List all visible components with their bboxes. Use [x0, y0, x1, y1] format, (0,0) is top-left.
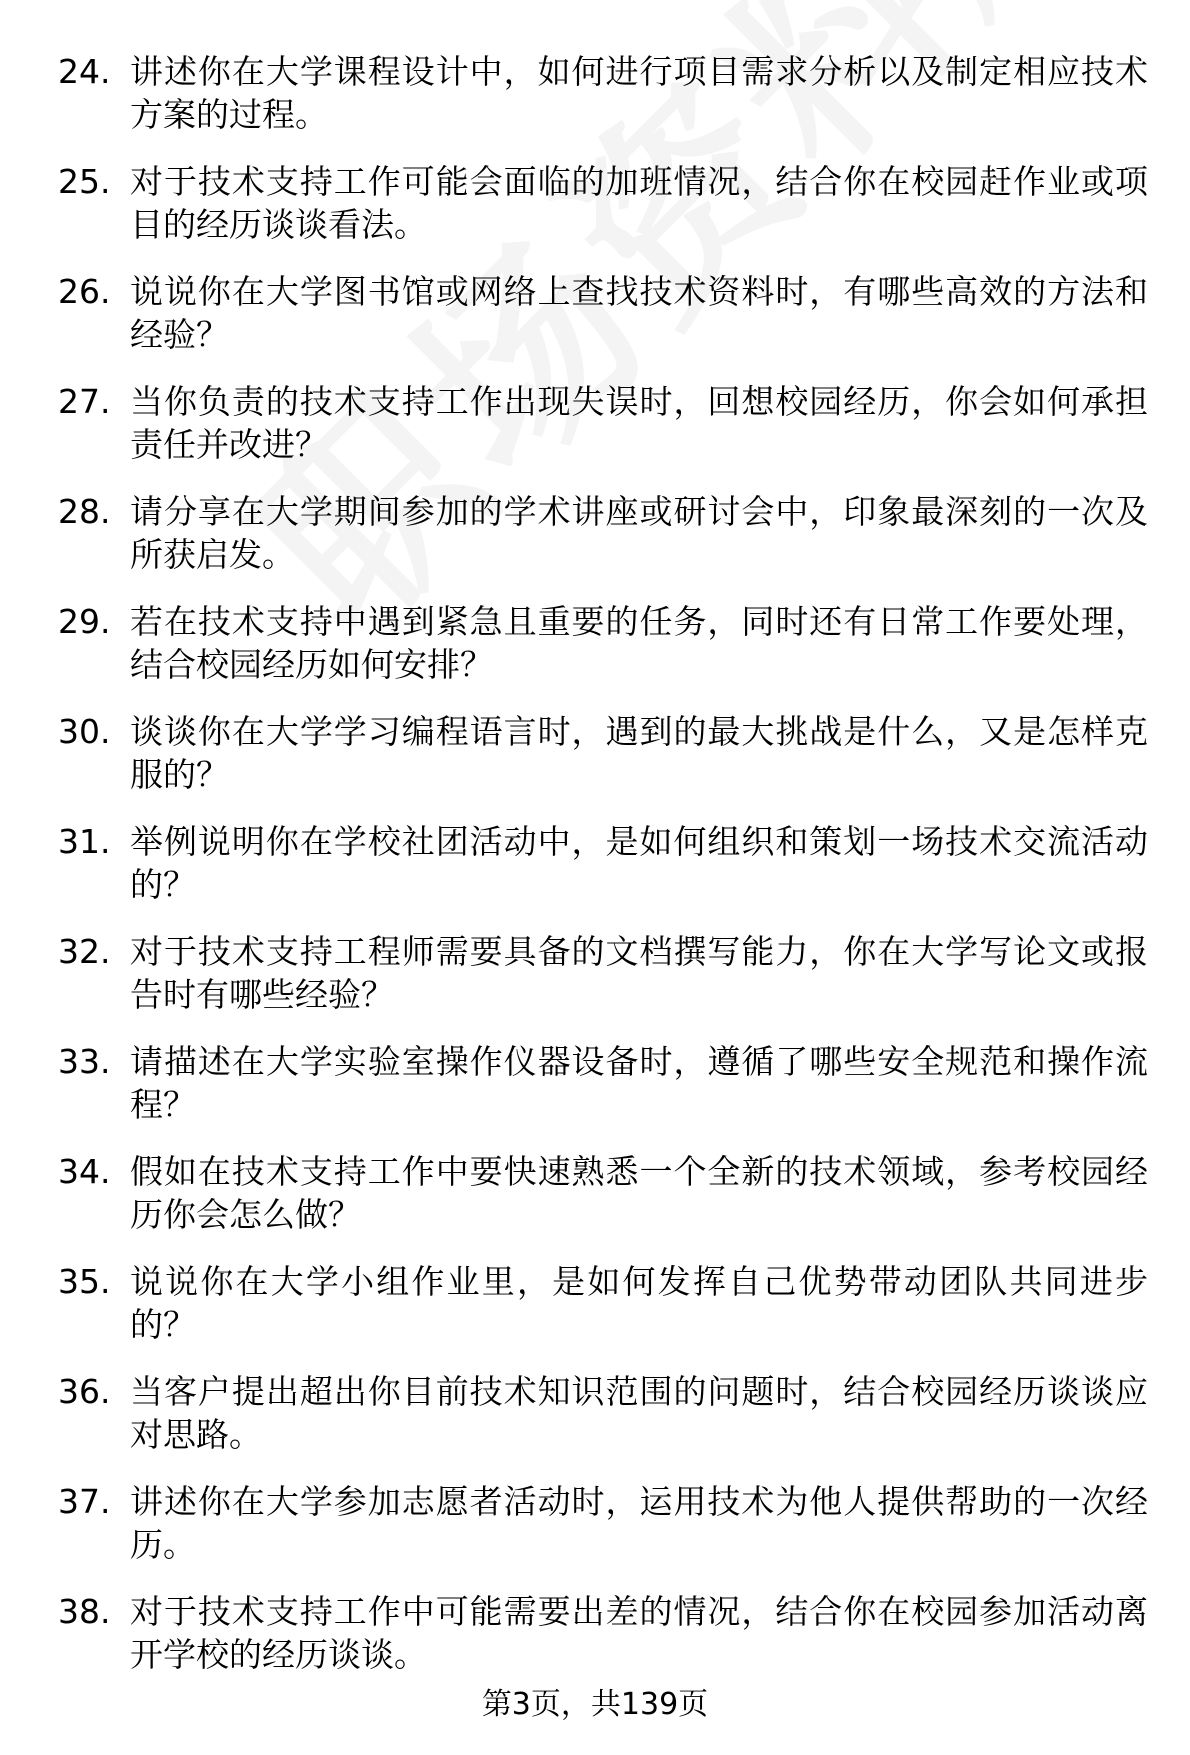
- question-number: 35.: [58, 1262, 111, 1301]
- question-text: 对于技术支持工程师需要具备的文档撰写能力，你在大学写论文或报告时有哪些经验？: [130, 932, 1148, 1014]
- question-text: 谈谈你在大学学习编程语言时，遇到的最大挑战是什么，又是怎样克服的？: [130, 712, 1148, 794]
- question-number: 27.: [58, 382, 111, 421]
- question-item: [58, 1150, 1148, 1236]
- question-item: [58, 1370, 1148, 1456]
- question-number: 37.: [58, 1482, 111, 1521]
- question-item: [58, 930, 1148, 1016]
- question-number: 33.: [58, 1042, 111, 1081]
- question-text: 若在技术支持中遇到紧急且重要的任务，同时还有日常工作要处理，结合校园经历如何安排？: [130, 602, 1148, 684]
- question-text: 请描述在大学实验室操作仪器设备时，遵循了哪些安全规范和操作流程？: [130, 1042, 1148, 1124]
- question-text: 对于技术支持工作可能会面临的加班情况，结合你在校园赶作业或项目的经历谈谈看法。: [130, 162, 1148, 244]
- question-item: [58, 710, 1148, 796]
- question-number: 29.: [58, 602, 111, 641]
- question-number: 24.: [58, 52, 111, 91]
- question-item: [58, 820, 1148, 906]
- question-number: 26.: [58, 272, 111, 311]
- question-text: 讲述你在大学参加志愿者活动时，运用技术为他人提供帮助的一次经历。: [130, 1482, 1148, 1564]
- question-text: 当你负责的技术支持工作出现失误时，回想校园经历，你会如何承担责任并改进？: [130, 382, 1148, 464]
- page-footer: 第3页，共139页: [481, 1687, 709, 1722]
- question-item: [58, 600, 1148, 686]
- question-item: [58, 160, 1148, 246]
- question-text: 假如在技术支持工作中要快速熟悉一个全新的技术领域，参考校园经历你会怎么做？: [130, 1152, 1148, 1234]
- question-text: 讲述你在大学课程设计中，如何进行项目需求分析以及制定相应技术方案的过程。: [130, 52, 1148, 134]
- question-list: [58, 50, 1148, 1700]
- question-item: [58, 50, 1148, 136]
- question-item: [58, 490, 1148, 576]
- question-item: [58, 270, 1148, 356]
- question-text: 当客户提出超出你目前技术知识范围的问题时，结合校园经历谈谈应对思路。: [130, 1372, 1148, 1454]
- question-text: 对于技术支持工作中可能需要出差的情况，结合你在校园参加活动离开学校的经历谈谈。: [130, 1592, 1148, 1674]
- question-item: [58, 1590, 1148, 1676]
- question-item: [58, 1480, 1148, 1566]
- question-number: 30.: [58, 712, 111, 751]
- question-number: 25.: [58, 162, 111, 201]
- question-text: 说说你在大学图书馆或网络上查找技术资料时，有哪些高效的方法和经验？: [130, 272, 1148, 354]
- question-item: [58, 1040, 1148, 1126]
- question-number: 28.: [58, 492, 111, 531]
- question-number: 32.: [58, 932, 111, 971]
- question-number: 38.: [58, 1592, 111, 1631]
- question-text: 请分享在大学期间参加的学术讲座或研讨会中，印象最深刻的一次及所获启发。: [130, 492, 1148, 574]
- question-number: 36.: [58, 1372, 111, 1411]
- question-text: 举例说明你在学校社团活动中，是如何组织和策划一场技术交流活动的？: [130, 822, 1148, 904]
- question-number: 31.: [58, 822, 111, 861]
- question-item: [58, 380, 1148, 466]
- question-item: [58, 1260, 1148, 1346]
- question-text: 说说你在大学小组作业里，是如何发挥自己优势带动团队共同进步的？: [130, 1262, 1148, 1344]
- question-number: 34.: [58, 1152, 111, 1191]
